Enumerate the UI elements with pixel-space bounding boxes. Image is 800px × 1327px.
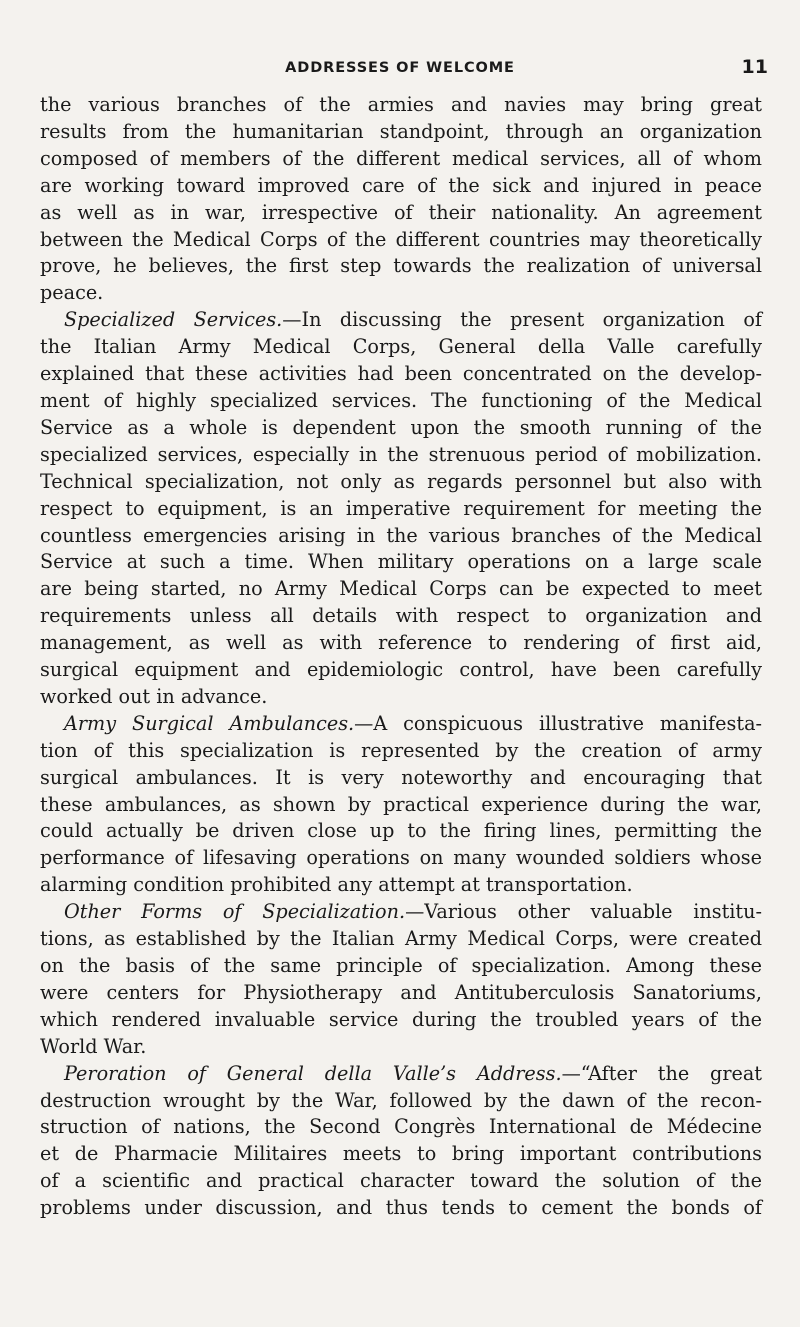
text-line: of a scientific and practical character toward the solution of the bbox=[40, 1169, 762, 1193]
text-line: as well as in war, irrespective of their nationality. An agreement bbox=[40, 200, 762, 224]
text-run: —“After the great bbox=[561, 1061, 762, 1085]
text-line: Service at such a time. When military operations on a large scale bbox=[40, 550, 762, 574]
text-line: problems under discussion, and thus tends to cement the bonds of bbox=[40, 1196, 762, 1220]
text-line: struction of nations, the Second Congrès International de Médecine bbox=[40, 1115, 762, 1139]
text-line: the various branches of the armies and navies may bring great bbox=[40, 93, 762, 116]
text-line: alarming condition prohibited any attempt at transportation. bbox=[40, 873, 633, 897]
text-line: on the basis of the same principle of specialization. Among these bbox=[40, 954, 762, 977]
text-line: between the Medical Corps of the different countries may theoretically bbox=[40, 227, 762, 251]
text-line: management, as well as with reference to rendering of first aid, bbox=[40, 631, 762, 655]
text-line: destruction wrought by the War, followed by the dawn of the recon- bbox=[40, 1088, 762, 1112]
text-line bbox=[40, 307, 762, 334]
text-line: which rendered invaluable service during the troubled years of the bbox=[40, 1007, 762, 1031]
text-line: respect to equipment, is an imperative requirement for meeting the bbox=[40, 496, 762, 520]
paragraph-other-forms bbox=[40, 899, 762, 1060]
text-line: tions, as established by the Italian Army Medical Corps, were created bbox=[40, 927, 762, 951]
text-line bbox=[40, 899, 762, 926]
text-line: performance of lifesaving operations on many wounded soldiers whose bbox=[40, 846, 762, 870]
running-title: ADDRESSES OF WELCOME bbox=[285, 60, 515, 76]
text-line: surgical equipment and epidemiologic control, have been carefully bbox=[40, 658, 762, 682]
text-line: countless emergencies arising in the various branches of the Medical bbox=[40, 523, 762, 547]
text-line: surgical ambulances. It is very noteworthy and encouraging that bbox=[40, 765, 762, 789]
text-line: prove, he believes, the first step towards the realization of universal bbox=[40, 254, 762, 278]
paragraph-peroration bbox=[40, 1061, 762, 1222]
text-line: worked out in advance. bbox=[40, 684, 268, 708]
text-line: ment of highly specialized services. The functioning of the Medical bbox=[40, 388, 762, 412]
text-line: Technical specialization, not only as regards personnel but also with bbox=[40, 469, 762, 493]
text-line: were centers for Physiotherapy and Antituberculosis Sanatoriums, bbox=[40, 980, 762, 1004]
section-heading: Other Forms of Specialization. bbox=[64, 900, 406, 924]
text-line bbox=[40, 1061, 762, 1088]
text-run: —Various other valuable institu- bbox=[405, 900, 762, 924]
text-run: —A conspicuous illustrative manifesta- bbox=[354, 711, 762, 735]
body-text bbox=[40, 92, 762, 1222]
paragraph-army-surgical-ambulances bbox=[40, 711, 762, 899]
paragraph-specialized-services bbox=[40, 307, 762, 711]
text-line: requirements unless all details with respect to organization and bbox=[40, 604, 762, 628]
text-line: tion of this specialization is represented by the creation of army bbox=[40, 738, 762, 762]
text-line: specialized services, especially in the strenuous period of mobilization. bbox=[40, 442, 762, 466]
text-line: World War. bbox=[40, 1034, 147, 1058]
text-line: are being started, no Army Medical Corps can be expected to meet bbox=[40, 577, 762, 601]
text-line: explained that these activities had been concentrated on the develop- bbox=[40, 362, 762, 386]
running-head bbox=[40, 56, 768, 86]
text-run: —In discussing the present organization of bbox=[282, 308, 762, 332]
page-number: 11 bbox=[741, 56, 768, 78]
text-line: are working toward improved care of the sick and injured in peace bbox=[40, 173, 762, 197]
text-line: peace. bbox=[40, 281, 104, 305]
text-line: Service as a whole is dependent upon the smooth running of the bbox=[40, 415, 762, 439]
text-line: results from the humanitarian standpoint, through an organization bbox=[40, 119, 762, 143]
text-line: the Italian Army Medical Corps, General della Valle carefully bbox=[40, 335, 762, 359]
text-line: these ambulances, as shown by practical experience during the war, bbox=[40, 792, 762, 816]
paragraph-continuation bbox=[40, 92, 762, 307]
section-heading: Army Surgical Ambulances. bbox=[64, 711, 355, 735]
text-line: et de Pharmacie Militaires meets to bring important contributions bbox=[40, 1142, 762, 1166]
section-heading: Peroration of General della Valle’s Address. bbox=[64, 1061, 562, 1085]
text-line bbox=[40, 711, 762, 738]
section-heading: Specialized Services. bbox=[64, 308, 283, 332]
text-line: composed of members of the different medical services, all of whom bbox=[40, 146, 762, 170]
text-line: could actually be driven close up to the firing lines, permitting the bbox=[40, 819, 762, 843]
